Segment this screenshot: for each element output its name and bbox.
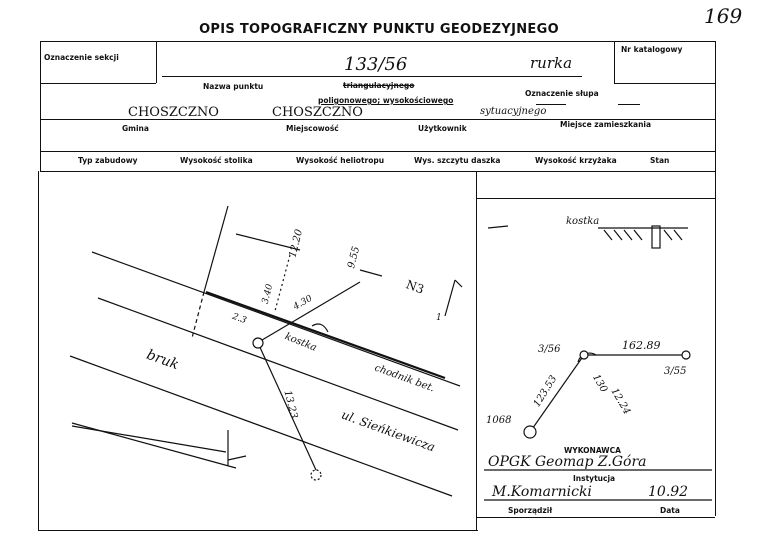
dashed-extension <box>192 292 204 338</box>
contractor-label: WYKONAWCA <box>564 446 621 455</box>
institution-label: Instytucja <box>573 474 616 483</box>
hatch-6 <box>674 230 682 240</box>
right-kostka-label: kostka <box>566 216 600 227</box>
town-label: Miejscowość <box>286 124 339 133</box>
table-header-heliotrope-height: Wysokość heliotropu <box>296 156 385 165</box>
angle-1224-label: 12.24 <box>608 386 633 417</box>
measure-955-line <box>360 270 382 276</box>
table-header-type: Typ zabudowy <box>78 156 138 165</box>
marker-pipe <box>652 226 660 248</box>
table-header-state: Stan <box>650 156 670 165</box>
hatch-1 <box>604 230 612 240</box>
sketch-street-label: ul. Sieńkiewicza <box>339 407 438 455</box>
user-label: Użytkownik <box>418 124 467 133</box>
user-value: sytuacyjnego <box>480 106 547 117</box>
hatch-5 <box>664 230 672 240</box>
measure-955-label: 9.55 <box>346 245 363 270</box>
measure-1323-label: 13.23 <box>281 389 300 420</box>
residence-label: Miejsce zamieszkania <box>560 120 652 129</box>
section-label: Oznaczenie sekcji <box>44 53 119 62</box>
distance-12353-label: 123.53 <box>531 373 560 410</box>
point-3155-label: 3/55 <box>664 366 687 377</box>
measure-122-label: 12.20 <box>287 228 306 259</box>
angle-130-label: 130 <box>590 372 610 395</box>
hatch-2 <box>614 230 622 240</box>
point-3156-label: 3/56 <box>538 344 561 355</box>
table-header-table-height: Wysokość stolika <box>180 156 253 165</box>
reference-point-marker <box>311 470 321 480</box>
sketch-kostka-label: kostka <box>283 331 319 354</box>
network-options: poligonowego; wysokościowego <box>318 96 454 105</box>
point-name-label: Nazwa punktu <box>203 82 264 91</box>
sketch-bruk-label: bruk <box>144 346 181 374</box>
author-label: Sporządził <box>508 506 553 515</box>
date-value: 10.92 <box>648 484 689 500</box>
road-line-1 <box>92 252 460 386</box>
measure-430-label: 4.30 <box>291 293 315 313</box>
distance-16289-label: 162.89 <box>622 339 661 352</box>
table-header-cross-height: Wysokość krzyżaka <box>535 156 617 165</box>
building-wall <box>206 292 445 378</box>
hatch-4 <box>634 230 642 240</box>
dash-left <box>488 226 508 228</box>
point-3155-marker <box>682 351 690 359</box>
page-title: OPIS TOPOGRAFICZNY PUNKTU GEODEZYJNEGO <box>199 22 559 37</box>
table-header-roof-height: Wys. szczytu daszka <box>414 156 501 165</box>
gmina-label: Gmina <box>122 124 149 133</box>
building-corner <box>455 280 462 287</box>
page-number: 169 <box>704 4 743 28</box>
sketch-n3-label: N3 <box>404 277 426 297</box>
author-value: M.Komarnicki <box>492 484 592 500</box>
sketch-chodnik-label: chodnik bet. <box>373 362 436 395</box>
point-1068-marker <box>524 426 536 438</box>
date-label: Data <box>660 506 680 515</box>
gmina-value: CHOSZCZNO <box>128 105 219 120</box>
point-marker <box>253 338 263 348</box>
measure-23-label: 2.3 <box>230 311 248 327</box>
pillar-label: Oznaczenie słupa <box>525 89 599 98</box>
network-struck: triangulacyjnego <box>343 81 415 90</box>
measure-340-line <box>275 255 290 311</box>
hatch-3 <box>624 230 632 240</box>
building-side-right <box>445 280 455 316</box>
point-3156-marker <box>580 351 588 359</box>
town-value: CHOSZCZNO <box>272 105 363 120</box>
point-number: 133/56 <box>344 54 408 75</box>
catalog-label: Nr katalogowy <box>621 45 683 54</box>
sketch-1-label: 1 <box>436 313 442 323</box>
point-1068-label: 1068 <box>486 415 512 426</box>
contractor-value: OPGK Geomap Z.Góra <box>488 454 647 470</box>
measure-340-label: 3.40 <box>260 283 276 305</box>
wedge-line-2 <box>72 426 226 452</box>
building-side-left <box>204 206 228 292</box>
point-type-handwritten: rurka <box>530 54 573 72</box>
wedge-line-4 <box>228 456 246 460</box>
